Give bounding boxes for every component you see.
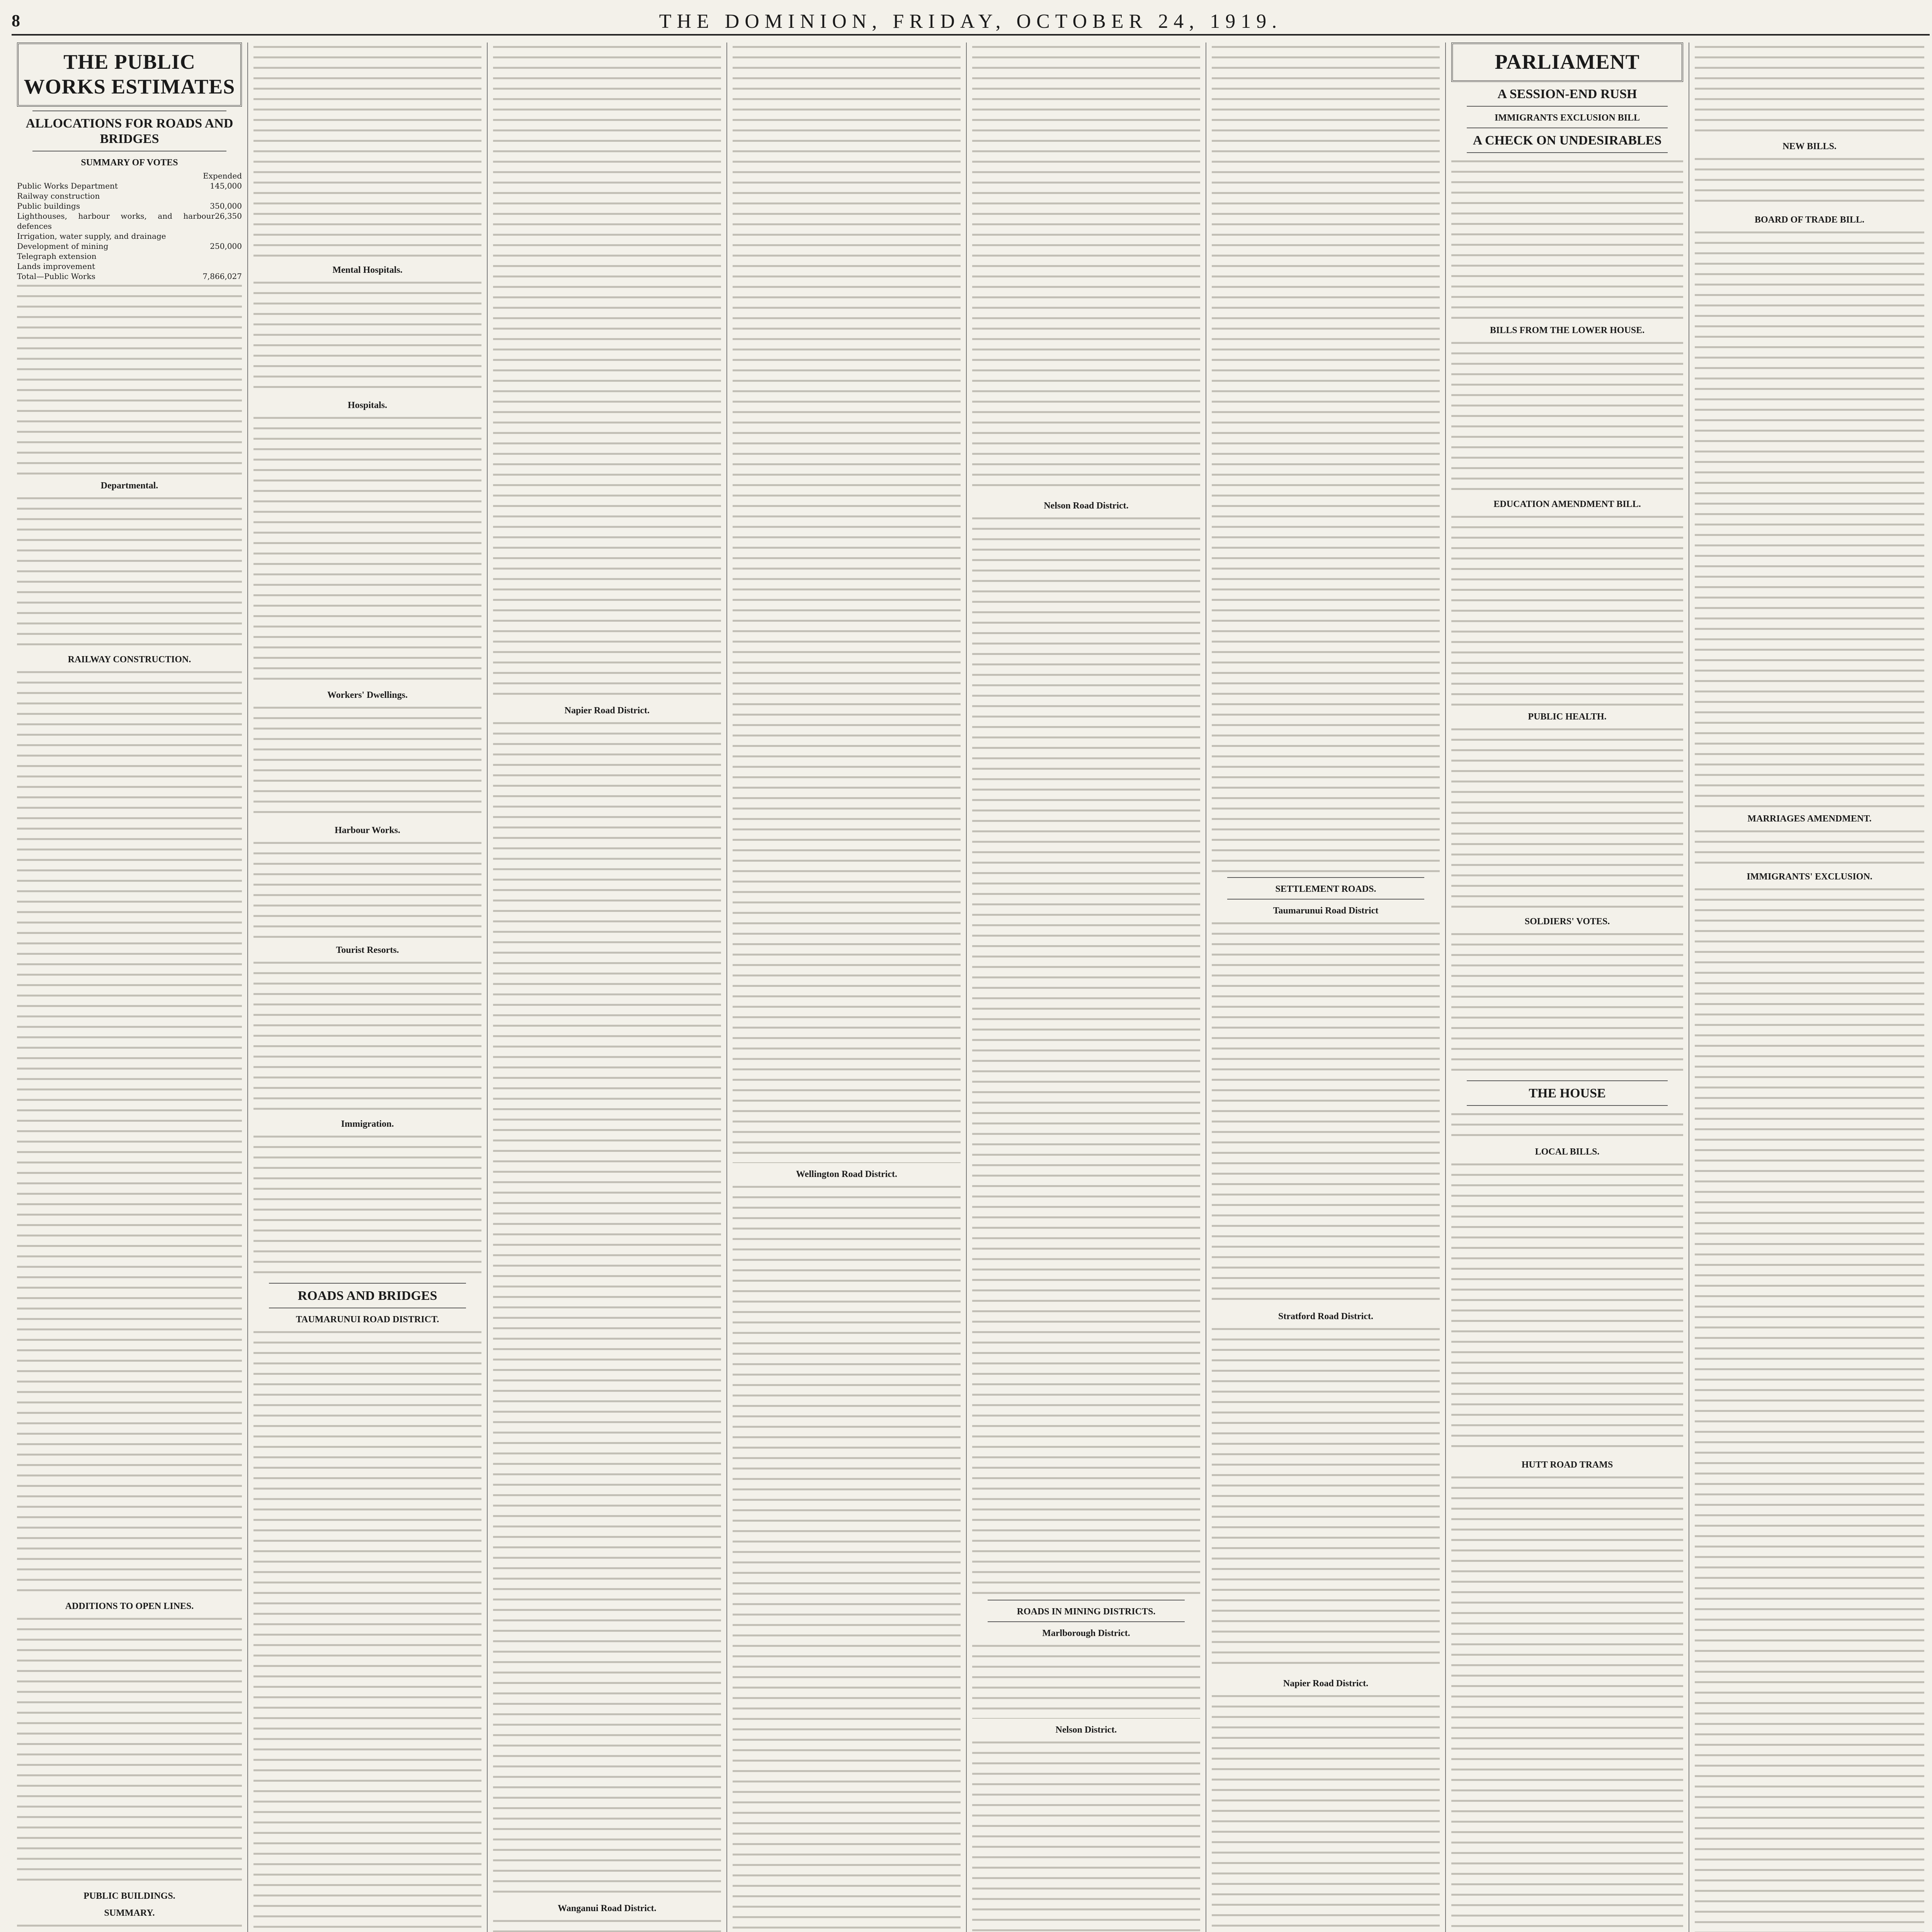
row-value: 250,000 [210,242,242,251]
text-block [17,281,242,474]
row-label: Telegraph extension [17,252,97,261]
text-block [1451,1160,1683,1454]
section-heading: Napier Road District. [1283,1679,1369,1689]
section-heading: BOARD OF TRADE BILL. [1754,215,1865,225]
page-number: 8 [12,11,20,30]
text-block [253,958,481,1113]
section-heading: MARRIAGES AMENDMENT. [1747,814,1872,824]
text-block [972,514,1200,1596]
text-block [1695,885,1924,1932]
summary-label: SUMMARY OF VOTES [81,158,178,168]
section-heading: Stratford Road District. [1278,1311,1373,1321]
row-label: Development of mining [17,242,109,251]
text-block [17,1614,242,1885]
section-heading: IMMIGRANTS EXCLUSION BILL [1494,113,1640,123]
text-block [253,703,481,819]
subheadline: A SESSION-END RUSH [1497,87,1637,101]
text-block [253,413,481,684]
text-block [1451,725,1683,910]
text-block [253,838,481,939]
row-label: Lands improvement [17,262,95,271]
section-heading: PUBLIC BUILDINGS. [83,1891,175,1901]
row-label: Irrigation, water supply, and drainage [17,231,166,241]
text-block [972,43,1200,495]
text-block [1451,1110,1683,1141]
section-heading: ADDITIONS TO OPEN LINES. [65,1601,194,1611]
table-row [17,231,242,241]
text-block [1451,157,1683,319]
text-block [253,43,481,259]
column-7 [1446,43,1689,1932]
row-label: Railway construction [17,191,100,201]
headline: PARLIAMENT [1495,50,1640,73]
section-heading: ROADS IN MINING DISTRICTS. [1017,1607,1156,1617]
text-block [253,278,481,394]
masthead [12,7,1930,36]
text-block [253,1328,481,1932]
text-block [17,1921,242,1932]
section-heading: IMMIGRANTS' EXCLUSION. [1747,872,1872,882]
table-row [17,201,242,211]
row-value: 26,350 [215,211,242,221]
row-value: 350,000 [210,201,242,211]
headline: THE PUBLIC WORKS ESTIMATES [24,50,235,98]
column-2 [248,43,488,1932]
text-block [493,1917,721,1932]
section-heading: Nelson Road District. [1044,501,1129,511]
text-block [493,719,721,1897]
text-block [1695,827,1924,866]
section-heading: Nelson District. [1055,1725,1117,1735]
table-row [17,251,242,261]
section-heading: PUBLIC HEALTH. [1528,712,1607,722]
section-heading: Tourist Resorts. [336,945,399,955]
text-block [17,494,242,648]
table-row [17,241,242,251]
column-8 [1689,43,1930,1932]
row-value: 7,866,027 [202,272,242,281]
section-heading: SUMMARY. [104,1908,155,1918]
section-heading: Immigration. [341,1119,394,1129]
row-label: Public buildings [17,201,80,211]
section-heading: TAUMARUNUI ROAD DISTRICT. [296,1315,439,1325]
headline-box [17,43,242,107]
section-heading: SOLDIERS' VOTES. [1524,917,1610,927]
text-block [1212,1325,1440,1672]
text-block [1451,512,1683,706]
section-heading: Napier Road District. [564,706,650,716]
section-heading: Harbour Works. [335,825,400,835]
table-row-total [17,271,242,281]
section-heading: EDUCATION AMENDMENT BILL. [1493,499,1641,509]
section-heading: HUTT ROAD TRAMS [1521,1460,1613,1470]
section-heading: Taumarunui Road District [1273,906,1379,916]
row-label: Public Works Department [17,181,118,190]
text-block [733,1182,961,1932]
subheadline: ROADS AND BRIDGES [298,1289,437,1303]
table-row [17,261,242,271]
subheadline: ALLOCATIONS FOR ROADS AND BRIDGES [26,116,233,146]
text-block [1451,1473,1683,1932]
column-6 [1206,43,1446,1932]
text-block [733,43,961,1163]
text-block [1695,228,1924,808]
section-heading: LOCAL BILLS. [1535,1147,1600,1157]
section-heading: Marlborough District. [1042,1628,1130,1638]
text-block [972,1738,1200,1932]
subheadline: THE HOUSE [1529,1086,1606,1100]
section-heading: Hospitals. [347,400,388,410]
table-row [17,191,242,201]
subheadline: A CHECK ON UNDESIRABLES [1473,133,1662,148]
text-block [253,1132,481,1279]
column-3 [488,43,727,1932]
section-heading: SETTLEMENT ROADS. [1275,884,1376,894]
text-block [1212,1692,1440,1932]
section-heading: Mental Hospitals. [332,265,403,275]
text-block [493,43,721,699]
parliament-box [1451,43,1683,82]
row-label: Total—Public Works [17,272,95,281]
section-heading: RAILWAY CONSTRUCTION. [68,655,191,665]
column-4 [727,43,967,1932]
text-block [972,1641,1200,1719]
section-heading: NEW BILLS. [1782,141,1837,151]
section-heading: Wanganui Road District. [558,1903,656,1913]
text-block [1212,43,1440,873]
table-row [17,181,242,191]
text-block [17,668,242,1595]
text-block [1212,919,1440,1305]
col-header-expended: Expended [203,171,242,180]
column-1 [12,43,248,1932]
section-heading: Departmental. [100,481,158,491]
text-block [1451,930,1683,1077]
table-row [17,211,242,231]
section-heading: Workers' Dwellings. [327,690,408,700]
section-heading: Wellington Road District. [796,1169,897,1179]
text-block [1451,338,1683,493]
column-5 [967,43,1206,1932]
text-block [1695,43,1924,135]
text-block [1695,155,1924,209]
row-label: Lighthouses, harbour works, and harbour defences [17,211,215,231]
newspaper-title: THE DOMINION, FRIDAY, OCTOBER 24, 1919. [659,10,1282,32]
table-header [17,171,242,181]
section-heading: BILLS FROM THE LOWER HOUSE. [1490,325,1645,335]
row-value: 145,000 [210,181,242,190]
